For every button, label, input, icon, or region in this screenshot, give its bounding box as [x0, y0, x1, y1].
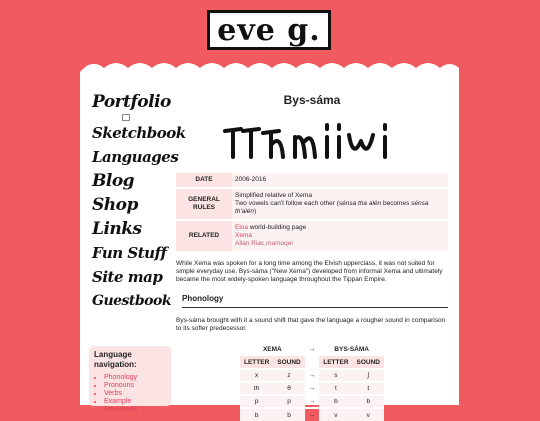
cell: t	[353, 382, 384, 395]
cell: →	[305, 395, 320, 408]
cell: b	[353, 395, 384, 408]
nav-guestbook[interactable]: Guestbook	[92, 293, 172, 309]
header-xema: XEMA	[262, 346, 282, 353]
lang-nav-phonology[interactable]: • Phonology	[104, 374, 166, 382]
nav-languages[interactable]: Languages	[92, 148, 179, 166]
language-navigation-heading: Language navigation:	[94, 350, 137, 369]
intro-paragraph: While Xema was spoken for a long time among the Elvish upperclass, it was not suited for simple everyday use. Bys-sáma ("New Xema") developed from informal Xema and ultimately became the most widely-spoken language throughout the Tippan Empire.	[176, 260, 443, 283]
language-navigation-box	[89, 346, 171, 413]
lang-nav-example-sentences[interactable]: • Example Sentences	[104, 398, 166, 414]
table-row	[240, 408, 384, 421]
broken-image-icon	[122, 114, 130, 121]
nav-blog[interactable]: Blog	[92, 171, 135, 191]
col-letter-left: LETTER	[240, 356, 273, 369]
site-logo[interactable]: eve g.	[207, 10, 331, 50]
related-value	[232, 220, 448, 251]
col-spacer	[305, 356, 320, 369]
cell: θ	[273, 382, 304, 395]
cell: b	[240, 408, 273, 421]
nav-site-map[interactable]: Site map	[92, 268, 163, 286]
date-label: DATE	[176, 173, 232, 188]
col-sound-left: SOUND	[273, 356, 304, 369]
related-label: RELATED	[176, 220, 232, 251]
general-rules-label: GENERAL RULES	[176, 188, 232, 220]
rules-line-2e: )	[253, 208, 257, 215]
cell: v	[353, 408, 384, 421]
nav-shop[interactable]: Shop	[92, 195, 138, 215]
cell: x	[240, 369, 273, 382]
script-illustration	[223, 121, 401, 163]
cell: th	[240, 382, 273, 395]
nav-portfolio[interactable]: Portfolio	[92, 92, 171, 112]
rules-line-2c: becomes	[381, 200, 412, 207]
rules-line-2a: Two vowels can't follow each other (	[235, 200, 339, 207]
rules-example-after: sénsa th'alén	[235, 200, 429, 215]
cell: b	[273, 408, 304, 421]
phonology-heading: Phonology	[182, 294, 448, 308]
table-row	[240, 369, 384, 382]
cell: →	[305, 382, 320, 395]
cell: p	[273, 395, 304, 408]
cell: ʃ	[353, 369, 384, 382]
related-link-eloa[interactable]: Eloa	[235, 224, 249, 231]
cell: s	[319, 369, 352, 382]
cell: z	[273, 369, 304, 382]
cell: p	[240, 395, 273, 408]
related-link-xema[interactable]: Xema	[235, 232, 252, 239]
lang-nav-verbs[interactable]: • Verbs	[104, 390, 166, 398]
main-content	[176, 90, 448, 421]
cell: v	[319, 408, 352, 421]
nav-sketchbook[interactable]: Sketchbook	[92, 124, 186, 142]
cell: t	[319, 382, 352, 395]
col-letter-right: LETTER	[319, 356, 352, 369]
cell: b	[319, 395, 352, 408]
nav-fun-stuff[interactable]: Fun Stuff	[92, 244, 167, 262]
rules-line-1: Simplified relative of Xema	[235, 192, 312, 199]
header-arrow: →	[308, 346, 316, 353]
cell: →	[305, 369, 320, 382]
table-row	[240, 382, 384, 395]
main-nav	[92, 90, 186, 313]
table-row	[240, 395, 384, 408]
language-info-table	[176, 173, 448, 251]
lang-nav-pronouns[interactable]: • Pronouns	[104, 382, 166, 390]
general-rules-value	[232, 188, 448, 220]
cell: →	[305, 408, 320, 421]
rules-example-before: sénsa tha alén	[338, 200, 382, 207]
col-sound-right: SOUND	[353, 356, 384, 369]
date-value: 2006-2016	[232, 173, 448, 188]
related-text-eloa: world-building page	[248, 224, 307, 231]
related-link-allan-riac[interactable]: Allan Riac,mamoqei	[235, 240, 293, 247]
page-title: Bys-sáma	[283, 93, 341, 107]
header-bys-sama: BYS-SÁMA	[334, 346, 369, 353]
phonology-paragraph: Bys-sáma brought with it a sound shift that gave the language a rougher sound in comparison to its softer predecessor.	[176, 317, 446, 332]
sound-shift-table	[240, 343, 384, 421]
nav-links[interactable]: Links	[92, 219, 142, 239]
